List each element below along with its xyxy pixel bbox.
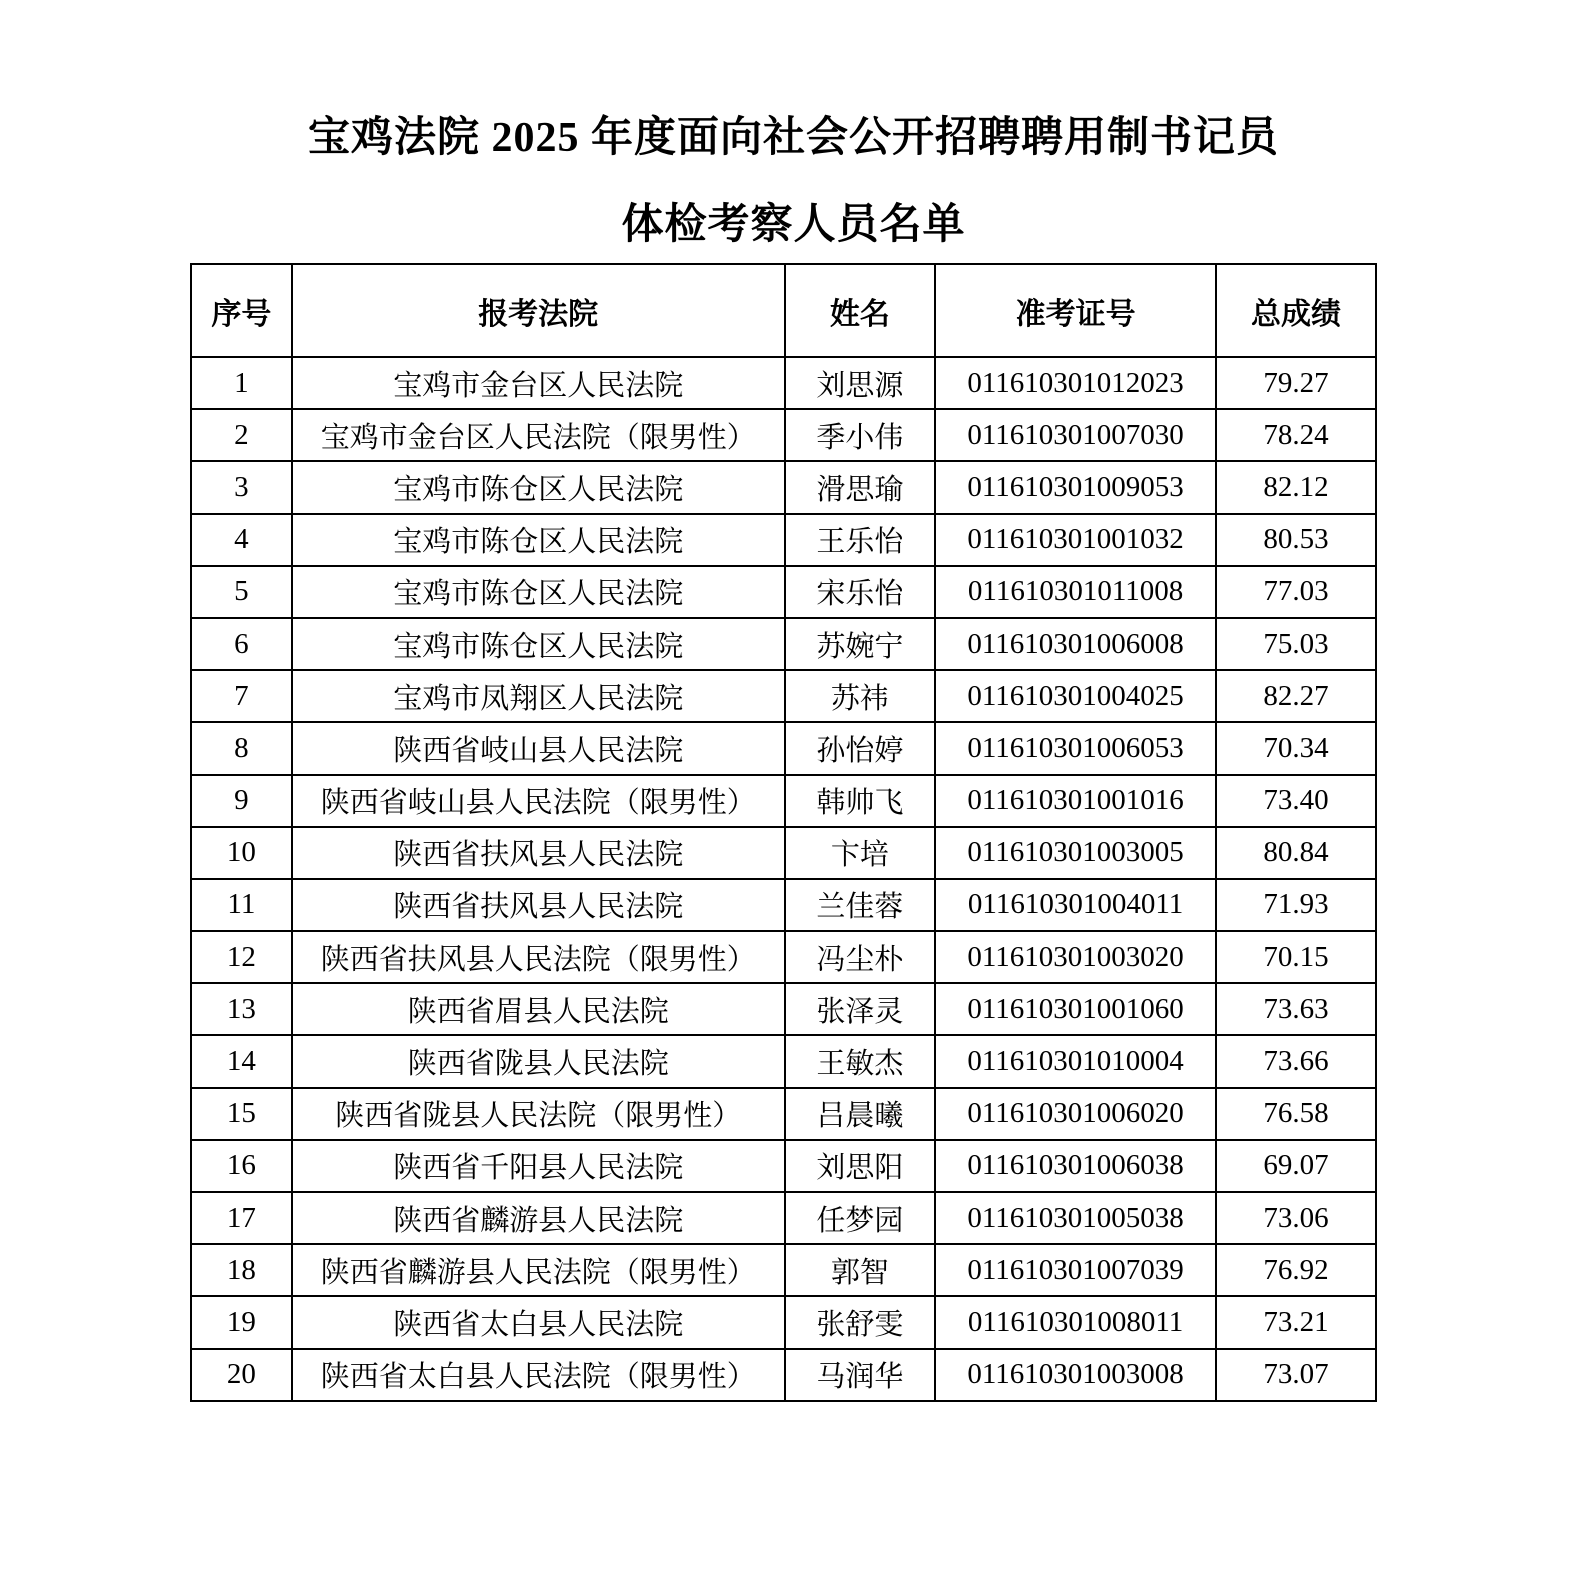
cell-total-score: 80.53 <box>1216 514 1376 566</box>
cell-serial-number: 20 <box>191 1349 292 1401</box>
cell-exam-id: 011610301006008 <box>935 618 1216 670</box>
header-court-applied: 报考法院 <box>292 264 785 357</box>
cell-court-applied: 陕西省岐山县人民法院（限男性） <box>292 775 785 827</box>
table-row <box>191 670 1376 722</box>
table-body <box>191 357 1376 1401</box>
cell-exam-id: 011610301012023 <box>935 357 1216 409</box>
cell-serial-number: 7 <box>191 670 292 722</box>
cell-candidate-name: 王乐怡 <box>785 514 935 566</box>
table-header-row <box>191 264 1376 357</box>
cell-exam-id: 011610301004025 <box>935 670 1216 722</box>
cell-candidate-name: 刘思阳 <box>785 1140 935 1192</box>
cell-candidate-name: 郭智 <box>785 1244 935 1296</box>
cell-serial-number: 10 <box>191 827 292 879</box>
cell-serial-number: 1 <box>191 357 292 409</box>
cell-court-applied: 宝鸡市陈仓区人民法院 <box>292 514 785 566</box>
table-row <box>191 775 1376 827</box>
cell-exam-id: 011610301007039 <box>935 1244 1216 1296</box>
cell-total-score: 73.66 <box>1216 1035 1376 1087</box>
cell-court-applied: 陕西省麟游县人民法院（限男性） <box>292 1244 785 1296</box>
cell-candidate-name: 苏婉宁 <box>785 618 935 670</box>
cell-total-score: 69.07 <box>1216 1140 1376 1192</box>
cell-serial-number: 11 <box>191 879 292 931</box>
cell-exam-id: 011610301005038 <box>935 1192 1216 1244</box>
cell-court-applied: 陕西省扶风县人民法院 <box>292 879 785 931</box>
table-row <box>191 1349 1376 1401</box>
cell-candidate-name: 张泽灵 <box>785 983 935 1035</box>
header-total-score: 总成绩 <box>1216 264 1376 357</box>
cell-exam-id: 011610301001032 <box>935 514 1216 566</box>
cell-exam-id: 011610301010004 <box>935 1035 1216 1087</box>
cell-total-score: 77.03 <box>1216 566 1376 618</box>
document-title-line2: 体检考察人员名单 <box>621 201 966 248</box>
cell-candidate-name: 韩帅飞 <box>785 775 935 827</box>
cell-total-score: 73.06 <box>1216 1192 1376 1244</box>
cell-exam-id: 011610301004011 <box>935 879 1216 931</box>
cell-candidate-name: 孙怡婷 <box>785 722 935 774</box>
table-row <box>191 1244 1376 1296</box>
cell-exam-id: 011610301006038 <box>935 1140 1216 1192</box>
cell-serial-number: 3 <box>191 461 292 513</box>
cell-court-applied: 陕西省陇县人民法院（限男性） <box>292 1088 785 1140</box>
table-row <box>191 827 1376 879</box>
cell-serial-number: 8 <box>191 722 292 774</box>
cell-serial-number: 12 <box>191 931 292 983</box>
cell-exam-id: 011610301006053 <box>935 722 1216 774</box>
header-candidate-name: 姓名 <box>785 264 935 357</box>
cell-candidate-name: 张舒雯 <box>785 1296 935 1348</box>
cell-court-applied: 宝鸡市金台区人民法院（限男性） <box>292 409 785 461</box>
cell-candidate-name: 刘思源 <box>785 357 935 409</box>
cell-total-score: 70.15 <box>1216 931 1376 983</box>
cell-exam-id: 011610301003008 <box>935 1349 1216 1401</box>
cell-exam-id: 011610301006020 <box>935 1088 1216 1140</box>
table-row <box>191 1140 1376 1192</box>
table-row <box>191 722 1376 774</box>
cell-candidate-name: 马润华 <box>785 1349 935 1401</box>
cell-serial-number: 6 <box>191 618 292 670</box>
cell-court-applied: 陕西省千阳县人民法院 <box>292 1140 785 1192</box>
table-row <box>191 1088 1376 1140</box>
cell-serial-number: 5 <box>191 566 292 618</box>
table-row <box>191 514 1376 566</box>
cell-total-score: 70.34 <box>1216 722 1376 774</box>
cell-exam-id: 011610301011008 <box>935 566 1216 618</box>
cell-exam-id: 011610301003005 <box>935 827 1216 879</box>
cell-serial-number: 17 <box>191 1192 292 1244</box>
cell-serial-number: 9 <box>191 775 292 827</box>
cell-total-score: 73.21 <box>1216 1296 1376 1348</box>
cell-court-applied: 陕西省太白县人民法院（限男性） <box>292 1349 785 1401</box>
cell-total-score: 82.12 <box>1216 461 1376 513</box>
cell-exam-id: 011610301009053 <box>935 461 1216 513</box>
header-serial-number: 序号 <box>191 264 292 357</box>
cell-court-applied: 陕西省扶风县人民法院 <box>292 827 785 879</box>
cell-candidate-name: 季小伟 <box>785 409 935 461</box>
cell-total-score: 80.84 <box>1216 827 1376 879</box>
table-row <box>191 566 1376 618</box>
medical-check-candidates-table <box>190 263 1377 1402</box>
cell-candidate-name: 滑思瑜 <box>785 461 935 513</box>
table-row <box>191 1035 1376 1087</box>
cell-candidate-name: 王敏杰 <box>785 1035 935 1087</box>
cell-candidate-name: 苏祎 <box>785 670 935 722</box>
cell-candidate-name: 宋乐怡 <box>785 566 935 618</box>
table-row <box>191 461 1376 513</box>
cell-total-score: 78.24 <box>1216 409 1376 461</box>
cell-serial-number: 14 <box>191 1035 292 1087</box>
cell-total-score: 76.92 <box>1216 1244 1376 1296</box>
cell-candidate-name: 任梦园 <box>785 1192 935 1244</box>
cell-court-applied: 陕西省眉县人民法院 <box>292 983 785 1035</box>
cell-serial-number: 15 <box>191 1088 292 1140</box>
cell-total-score: 73.63 <box>1216 983 1376 1035</box>
cell-total-score: 79.27 <box>1216 357 1376 409</box>
cell-exam-id: 011610301001016 <box>935 775 1216 827</box>
cell-total-score: 75.03 <box>1216 618 1376 670</box>
cell-candidate-name: 冯尘朴 <box>785 931 935 983</box>
table-row <box>191 618 1376 670</box>
cell-exam-id: 011610301003020 <box>935 931 1216 983</box>
cell-court-applied: 宝鸡市凤翔区人民法院 <box>292 670 785 722</box>
document-title-line1: 宝鸡法院 2025 年度面向社会公开招聘聘用制书记员 <box>307 115 1279 161</box>
table-row <box>191 357 1376 409</box>
table-row <box>191 879 1376 931</box>
cell-court-applied: 陕西省岐山县人民法院 <box>292 722 785 774</box>
cell-total-score: 71.93 <box>1216 879 1376 931</box>
cell-court-applied: 宝鸡市陈仓区人民法院 <box>292 566 785 618</box>
cell-total-score: 73.07 <box>1216 1349 1376 1401</box>
cell-serial-number: 13 <box>191 983 292 1035</box>
table-row <box>191 931 1376 983</box>
cell-court-applied: 宝鸡市陈仓区人民法院 <box>292 618 785 670</box>
cell-total-score: 73.40 <box>1216 775 1376 827</box>
cell-court-applied: 陕西省扶风县人民法院（限男性） <box>292 931 785 983</box>
cell-court-applied: 陕西省陇县人民法院 <box>292 1035 785 1087</box>
cell-court-applied: 陕西省太白县人民法院 <box>292 1296 785 1348</box>
cell-serial-number: 19 <box>191 1296 292 1348</box>
cell-exam-id: 011610301008011 <box>935 1296 1216 1348</box>
cell-court-applied: 宝鸡市陈仓区人民法院 <box>292 461 785 513</box>
cell-exam-id: 011610301001060 <box>935 983 1216 1035</box>
cell-serial-number: 16 <box>191 1140 292 1192</box>
cell-candidate-name: 吕晨曦 <box>785 1088 935 1140</box>
cell-serial-number: 18 <box>191 1244 292 1296</box>
cell-candidate-name: 兰佳蓉 <box>785 879 935 931</box>
table-row <box>191 1296 1376 1348</box>
cell-serial-number: 2 <box>191 409 292 461</box>
cell-total-score: 82.27 <box>1216 670 1376 722</box>
cell-total-score: 76.58 <box>1216 1088 1376 1140</box>
table-row <box>191 983 1376 1035</box>
cell-court-applied: 宝鸡市金台区人民法院 <box>292 357 785 409</box>
cell-candidate-name: 卞培 <box>785 827 935 879</box>
cell-serial-number: 4 <box>191 514 292 566</box>
table-row <box>191 1192 1376 1244</box>
header-exam-id: 准考证号 <box>935 264 1216 357</box>
table-row <box>191 409 1376 461</box>
cell-court-applied: 陕西省麟游县人民法院 <box>292 1192 785 1244</box>
cell-exam-id: 011610301007030 <box>935 409 1216 461</box>
